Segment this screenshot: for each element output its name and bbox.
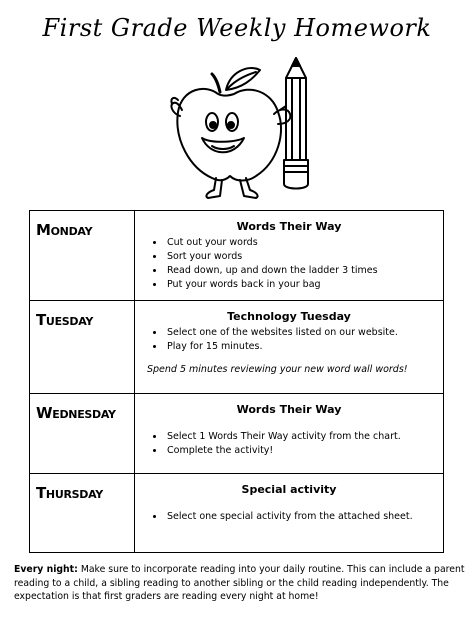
list-item: • Put your words back in your bag [165,278,443,292]
footer-text: Make sure to incorporate reading into your daily routine. This can include a parent reading to a child, a sibling reading to another sibling or the child reading independently. The expectation is that first graders are reading every night at home! [14,564,465,602]
task-heading: Words Their Way [236,403,342,416]
table-row [30,301,444,394]
day-cell-wednesday [30,394,135,474]
list-item: • Complete the activity! [165,444,443,458]
task-cell-thursday [135,474,444,553]
table-row [30,474,444,553]
day-cell-tuesday [30,301,135,394]
task-cell-tuesday [135,301,444,394]
day-label: Wednesday [36,404,116,422]
day-label: Tuesday [36,311,94,329]
every-night-note [14,563,466,604]
homework-table [29,210,444,553]
task-heading: Technology Tuesday [227,310,351,323]
footer-label: Every night: [14,564,78,575]
task-list [135,236,443,292]
page-title: First Grade Weekly Homework [42,14,432,42]
task-heading: Words Their Way [236,220,342,233]
list-item: • Read down, up and down the ladder 3 times [165,264,443,278]
list-item: • Play for 15 minutes. [165,340,443,354]
day-cell-thursday [30,474,135,553]
task-list [135,510,443,524]
task-heading: Special activity [241,483,337,496]
task-list [135,326,443,354]
task-list [135,430,443,458]
list-item: • Sort your words [165,250,443,264]
day-label: Monday [36,221,93,239]
apple-pencil-clipart [168,50,328,205]
day-label: Thursday [36,484,103,502]
day-cell-monday [30,211,135,301]
task-note: Spend 5 minutes reviewing your new word wall words! [147,364,408,375]
task-cell-wednesday [135,394,444,474]
table-row [30,211,444,301]
task-cell-monday [135,211,444,301]
list-item: • Select one special activity from the attached sheet. [165,510,443,524]
table-row [30,394,444,474]
list-item: • Select one of the websites listed on our website. [165,326,443,340]
list-item: • Cut out your words [165,236,443,250]
list-item: • Select 1 Words Their Way activity from the chart. [165,430,443,444]
